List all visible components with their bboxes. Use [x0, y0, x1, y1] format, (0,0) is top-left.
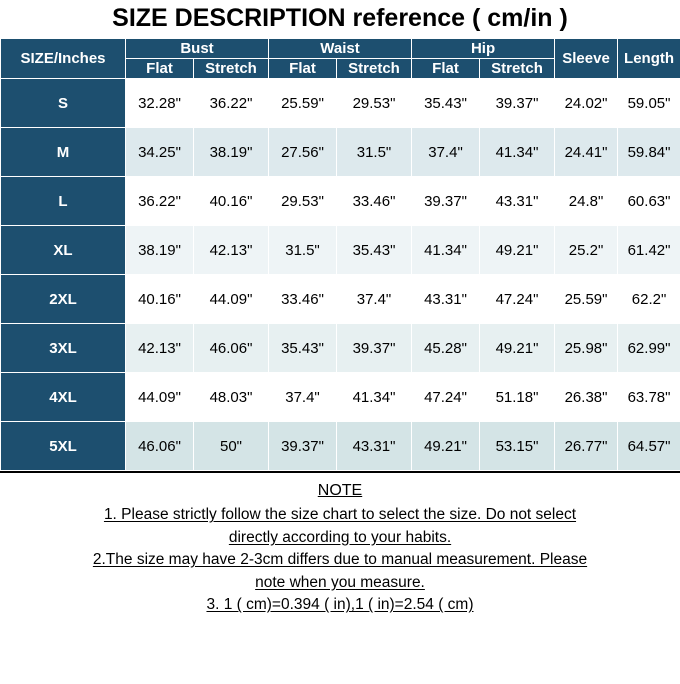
cell-hip-flat: 39.37"	[412, 177, 480, 226]
cell-waist-stretch: 31.5"	[337, 128, 412, 177]
table-row	[1, 275, 680, 324]
cell-hip-flat: 43.31"	[412, 275, 480, 324]
header-hip-flat: Flat	[412, 59, 480, 79]
note-line-1: 1. Please strictly follow the size chart to select the size. Do not select	[103, 506, 577, 524]
cell-waist-stretch: 39.37"	[337, 324, 412, 373]
row-size-label: 4XL	[1, 373, 126, 422]
cell-waist-flat: 31.5"	[269, 226, 337, 275]
cell-waist-flat: 37.4"	[269, 373, 337, 422]
header-waist-flat: Flat	[269, 59, 337, 79]
cell-bust-flat: 38.19"	[126, 226, 194, 275]
cell-bust-stretch: 36.22"	[194, 79, 269, 128]
cell-length: 64.57"	[618, 422, 680, 471]
cell-length: 62.2"	[618, 275, 680, 324]
cell-sleeve: 25.2"	[555, 226, 618, 275]
cell-bust-flat: 32.28"	[126, 79, 194, 128]
cell-length: 61.42"	[618, 226, 680, 275]
table-row	[1, 128, 680, 177]
cell-waist-flat: 25.59"	[269, 79, 337, 128]
note-line-2: directly according to your habits.	[228, 528, 452, 546]
cell-waist-stretch: 29.53"	[337, 79, 412, 128]
row-size-label: 5XL	[1, 422, 126, 471]
cell-bust-stretch: 40.16"	[194, 177, 269, 226]
cell-bust-stretch: 38.19"	[194, 128, 269, 177]
table-body	[1, 79, 680, 471]
row-size-label: 2XL	[1, 275, 126, 324]
row-size-label: L	[1, 177, 126, 226]
header-length: Length	[618, 39, 680, 79]
table-row	[1, 422, 680, 471]
cell-waist-stretch: 33.46"	[337, 177, 412, 226]
cell-hip-flat: 45.28"	[412, 324, 480, 373]
cell-hip-stretch: 47.24"	[480, 275, 555, 324]
cell-waist-stretch: 41.34"	[337, 373, 412, 422]
cell-waist-flat: 29.53"	[269, 177, 337, 226]
cell-waist-stretch: 37.4"	[337, 275, 412, 324]
cell-hip-flat: 37.4"	[412, 128, 480, 177]
cell-bust-flat: 46.06"	[126, 422, 194, 471]
cell-bust-flat: 42.13"	[126, 324, 194, 373]
cell-bust-stretch: 42.13"	[194, 226, 269, 275]
cell-hip-stretch: 43.31"	[480, 177, 555, 226]
header-sleeve: Sleeve	[555, 39, 618, 79]
cell-sleeve: 24.02"	[555, 79, 618, 128]
table-row	[1, 373, 680, 422]
cell-sleeve: 26.77"	[555, 422, 618, 471]
table-row	[1, 177, 680, 226]
cell-length: 62.99"	[618, 324, 680, 373]
row-size-label: 3XL	[1, 324, 126, 373]
note-line-5: 3. 1 ( cm)=0.394 ( in),1 ( in)=2.54 ( cm)	[206, 596, 474, 614]
cell-waist-stretch: 35.43"	[337, 226, 412, 275]
header-hip-stretch: Stretch	[480, 59, 555, 79]
cell-hip-stretch: 39.37"	[480, 79, 555, 128]
header-bust-flat: Flat	[126, 59, 194, 79]
cell-hip-stretch: 41.34"	[480, 128, 555, 177]
cell-sleeve: 25.59"	[555, 275, 618, 324]
note-heading: NOTE	[317, 482, 363, 499]
cell-hip-flat: 49.21"	[412, 422, 480, 471]
cell-bust-stretch: 46.06"	[194, 324, 269, 373]
cell-waist-flat: 33.46"	[269, 275, 337, 324]
cell-sleeve: 24.8"	[555, 177, 618, 226]
cell-waist-flat: 39.37"	[269, 422, 337, 471]
cell-bust-flat: 40.16"	[126, 275, 194, 324]
header-size-inches: SIZE/Inches	[1, 39, 126, 79]
page-title: SIZE DESCRIPTION reference ( cm/in )	[112, 4, 568, 32]
size-chart-table	[0, 38, 680, 471]
cell-bust-flat: 34.25"	[126, 128, 194, 177]
cell-hip-flat: 35.43"	[412, 79, 480, 128]
cell-hip-stretch: 49.21"	[480, 226, 555, 275]
cell-bust-stretch: 48.03"	[194, 373, 269, 422]
cell-hip-flat: 41.34"	[412, 226, 480, 275]
cell-sleeve: 26.38"	[555, 373, 618, 422]
cell-bust-stretch: 44.09"	[194, 275, 269, 324]
cell-hip-stretch: 53.15"	[480, 422, 555, 471]
cell-hip-flat: 47.24"	[412, 373, 480, 422]
row-size-label: XL	[1, 226, 126, 275]
row-size-label: S	[1, 79, 126, 128]
table-row	[1, 226, 680, 275]
cell-length: 59.84"	[618, 128, 680, 177]
note-line-4: note when you measure.	[255, 573, 425, 591]
header-bust-stretch: Stretch	[194, 59, 269, 79]
cell-length: 59.05"	[618, 79, 680, 128]
table-head	[1, 39, 680, 79]
cell-bust-flat: 36.22"	[126, 177, 194, 226]
cell-waist-flat: 35.43"	[269, 324, 337, 373]
row-size-label: M	[1, 128, 126, 177]
table-header-row-groups	[1, 39, 680, 59]
header-group-hip: Hip	[412, 39, 555, 59]
cell-bust-stretch: 50"	[194, 422, 269, 471]
cell-hip-stretch: 51.18"	[480, 373, 555, 422]
cell-sleeve: 25.98"	[555, 324, 618, 373]
cell-waist-stretch: 43.31"	[337, 422, 412, 471]
header-waist-stretch: Stretch	[337, 59, 412, 79]
note-line-3: 2.The size may have 2-3cm differs due to manual measurement. Please	[92, 551, 588, 569]
cell-sleeve: 24.41"	[555, 128, 618, 177]
cell-length: 63.78"	[618, 373, 680, 422]
table-row	[1, 324, 680, 373]
table-row	[1, 79, 680, 128]
cell-length: 60.63"	[618, 177, 680, 226]
cell-waist-flat: 27.56"	[269, 128, 337, 177]
note-section	[0, 471, 680, 684]
header-group-bust: Bust	[126, 39, 269, 59]
cell-hip-stretch: 49.21"	[480, 324, 555, 373]
header-group-waist: Waist	[269, 39, 412, 59]
cell-bust-flat: 44.09"	[126, 373, 194, 422]
